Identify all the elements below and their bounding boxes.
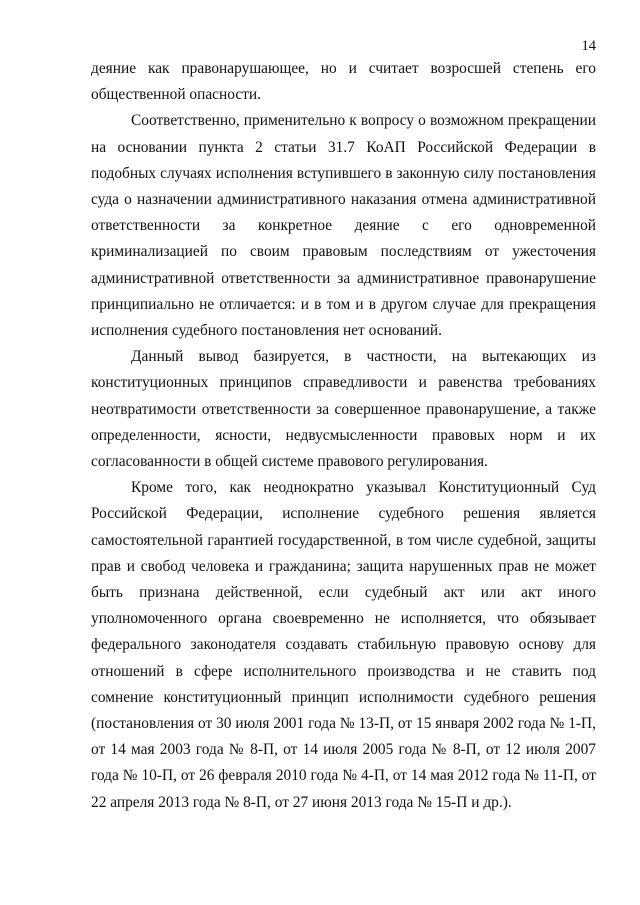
paragraph: Кроме того, как неоднократно указывал Конституционный Суд Российской Федерации, исполнение судебного решения является самостоятельной гарантией государственной, в том числе судебной, защиты прав и свобод человека и гражданина; защита нарушенных прав не может быть признана действенной, если судебный акт или акт иного уполномоченного органа своевременно не исполняется, что обязывает федерального законодателя создавать стабильную правовую основу для отношений в сфере исполнительного производства и не ставить под сомнение конституционный принцип исполнимости судебного решения (постановления от 30 июля 2001 года № 13-П, от 15 января 2002 года № 1-П, от 14 мая 2003 года № 8-П, от 14 июля 2005 года № 8-П, от 12 июля 2007 года № 10-П, от 26 февраля 2010 года № 4-П, от 14 мая 2012 года № 11-П, от 22 апреля 2013 года № 8-П, от 27 июня 2013 года № 15-П и др.). xyxy=(91,479,596,811)
paragraph: Соответственно, применительно к вопросу о возможном прекращении на основании пункта 2 статьи 31.7 КоАП Российской Федерации в подобных случаях исполнения вступившего в законную силу постановления суда о назначении административного наказания отмена административной ответственности за конкретное деяние с его одновременной криминализацией по своим правовым последствиям от ужесточения административной ответственности за административное правонарушение принципиально не отличается: и в том и в другом случае для прекращения исполнения судебного постановления нет оснований. xyxy=(91,112,596,340)
paragraph: Данный вывод базируется, в частности, на вытекающих из конституционных принципов справедливости и равенства требованиях неотвратимости ответственности за совершенное правонарушение, а также определенности, ясности, недвусмысленности правовых норм и их согласованности в общей системе правового регулирования. xyxy=(91,348,596,471)
paragraph-continuation: деяние как правонарушающее, но и считает возросшей степень его общественной опасности. xyxy=(91,60,596,104)
document-body xyxy=(91,56,596,816)
page-number: 14 xyxy=(581,38,596,54)
